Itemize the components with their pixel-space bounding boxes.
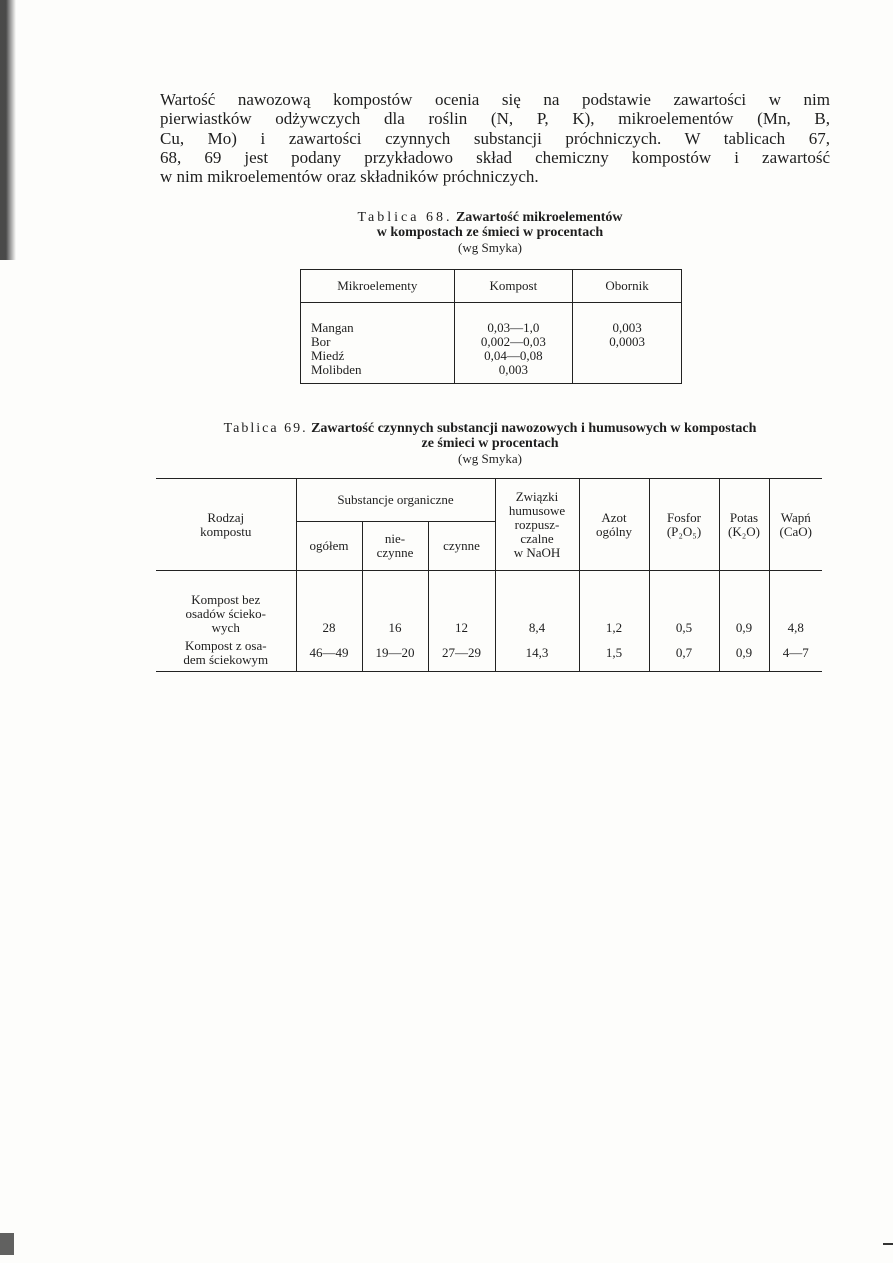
header-text: w NaOH <box>513 544 561 560</box>
header-text: kompostu <box>200 523 252 539</box>
header-text: czalne <box>520 530 554 546</box>
table68-label: Tablica 68. <box>357 210 453 225</box>
header-text: Potas <box>729 509 759 525</box>
table69-cell: 0,7 <box>649 635 719 672</box>
header-text: ogólny <box>595 523 633 539</box>
table69-cell: 12 <box>428 571 495 636</box>
table69-source: (wg Smyka) <box>458 451 522 466</box>
scan-edge-mark <box>883 1243 893 1245</box>
table68-obornik-cell <box>573 303 682 384</box>
table69-cell: 0,5 <box>649 571 719 636</box>
row-name-text: Kompost bez <box>191 592 261 607</box>
table69-cell: 46—49 <box>296 635 362 672</box>
table69-header-substancje: Substancje organiczne <box>296 479 495 522</box>
table69-cell: 1,2 <box>579 571 649 636</box>
table68-kompost-value: 0,002—0,03 <box>480 334 546 349</box>
row-name-text: osadów ścieko- <box>185 606 266 621</box>
table69-row2-name <box>156 635 296 672</box>
table68-kompost-value: 0,04—0,08 <box>484 348 543 363</box>
table68 <box>300 269 682 384</box>
table69-header-potas <box>719 479 769 571</box>
table69-cell: 16 <box>362 571 428 636</box>
table68-title-1: Zawartość mikroelementów <box>455 210 623 225</box>
table69-title-2: ze śmieci w procentach <box>421 436 559 451</box>
header-text: Azot <box>601 509 627 525</box>
table68-row-name: Molibden <box>311 362 362 377</box>
table69-label: Tablica 69. <box>223 421 308 436</box>
table69-header-zwiazki <box>495 479 579 571</box>
table69-header-rodzaj <box>156 479 296 571</box>
table69 <box>156 478 822 672</box>
table68-kompost-cell <box>454 303 573 384</box>
table69-cell: 8,4 <box>495 571 579 636</box>
table69-cell: 27—29 <box>428 635 495 672</box>
table69-cell: 0,9 <box>719 571 769 636</box>
table69-cell: 19—20 <box>362 635 428 672</box>
header-text: Wapń <box>780 509 811 525</box>
table69-cell: 4,8 <box>769 571 822 636</box>
table68-obornik-value: 0,0003 <box>609 334 645 349</box>
row-name-text: dem ściekowym <box>183 652 269 667</box>
table69-header-ogolem: ogółem <box>296 522 362 571</box>
table68-kompost-value: 0,03—1,0 <box>487 320 540 335</box>
header-text: Związki <box>515 488 559 504</box>
header-text: nie- <box>384 531 406 546</box>
row-name-text: Kompost z osa- <box>184 638 267 653</box>
header-text: (P₂O₅) <box>666 523 702 539</box>
scan-edge-shadow <box>0 0 16 260</box>
paragraph-line: Cu, Mo) i zawartości czynnych substancji próchniczych. W tablicach 67, <box>160 128 830 148</box>
table69-header-azot <box>579 479 649 571</box>
table69-cell: 28 <box>296 571 362 636</box>
table68-title-2: w kompostach ze śmieci w procentach <box>376 225 604 240</box>
scan-corner-mark <box>0 1233 14 1255</box>
table68-names-cell <box>301 303 455 384</box>
table68-header-obornik: Obornik <box>573 270 682 303</box>
header-text: (CaO) <box>779 523 812 539</box>
header-text: humusowe <box>508 502 566 518</box>
table68-row-name: Bor <box>311 334 331 349</box>
table69-caption <box>150 421 830 466</box>
row-name-text: wych <box>211 620 240 635</box>
header-text: Rodzaj <box>207 509 245 525</box>
header-text: rozpusz- <box>514 516 560 532</box>
table68-kompost-value: 0,003 <box>498 362 528 377</box>
table68-obornik-value: 0,003 <box>612 320 642 335</box>
paragraph-line: w nim mikroelementów oraz składników próchniczych. <box>160 167 539 187</box>
table69-header-wapn <box>769 479 822 571</box>
table68-header-mikroelementy: Mikroelementy <box>301 270 455 303</box>
header-text: czynne <box>376 545 414 560</box>
paragraph-line: pierwiastków odżywczych dla roślin (N, P, K), mikroelementów (Mn, B, <box>160 109 830 129</box>
table69-title-1: Zawartość czynnych substancji nawozowych i humusowych w kompostach <box>311 421 757 436</box>
table69-cell: 4—7 <box>769 635 822 672</box>
table68-source: (wg Smyka) <box>458 240 522 255</box>
table69-row1-name <box>156 571 296 636</box>
table69-cell: 0,9 <box>719 635 769 672</box>
table69-cell: 1,5 <box>579 635 649 672</box>
header-text: (K₂O) <box>728 523 760 539</box>
table69-header-fosfor <box>649 479 719 571</box>
paragraph-line: Wartość nawozową kompostów ocenia się na podstawie zawartości w nim <box>160 90 830 109</box>
table69-header-nieczynne <box>362 522 428 571</box>
table68-caption <box>300 210 680 255</box>
intro-paragraph <box>160 90 830 186</box>
table69-cell: 14,3 <box>495 635 579 672</box>
table68-row-name: Mangan <box>311 320 354 335</box>
header-text: Fosfor <box>667 509 701 525</box>
table68-header-kompost: Kompost <box>454 270 573 303</box>
table69-header-czynne: czynne <box>428 522 495 571</box>
table68-row-name: Miedź <box>311 348 345 363</box>
paragraph-line: 68, 69 jest podany przykładowo skład chemiczny kompostów i zawartość <box>160 147 830 167</box>
